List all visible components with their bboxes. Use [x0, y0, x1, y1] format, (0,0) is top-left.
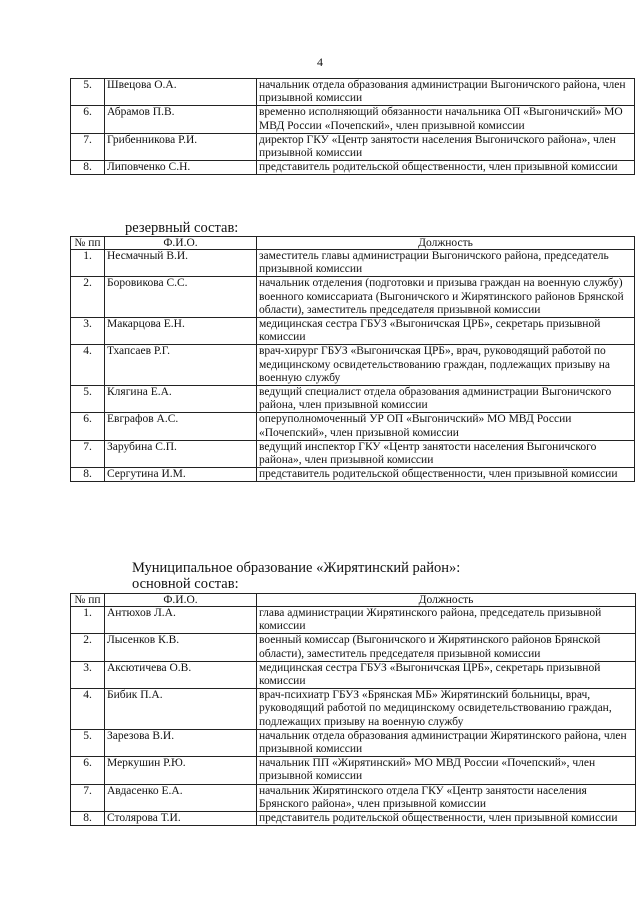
- member-position: ведущий специалист отдела образования администрации Выгоничского района, член призывной комиссии: [257, 386, 635, 413]
- table-row: [71, 757, 636, 784]
- member-position: представитель родительской общественности, член призывной комиссии: [257, 468, 635, 482]
- header-position: Должность: [257, 594, 636, 607]
- row-number: 7.: [71, 133, 105, 160]
- table-row: [71, 161, 635, 175]
- row-number: 1.: [71, 607, 105, 634]
- member-position: начальник Жирятинского отдела ГКУ «Центр занятости населения Брянского района», член призывной комиссии: [257, 784, 636, 811]
- table-row: [71, 318, 635, 345]
- table-row: [71, 784, 636, 811]
- table-row: [71, 689, 636, 730]
- member-position: представитель родительской общественности, член призывной комиссии: [257, 161, 635, 175]
- member-name: Меркушин Р.Ю.: [105, 757, 257, 784]
- table-row: [71, 729, 636, 756]
- member-name: Аксютичева О.В.: [105, 661, 257, 688]
- table-row: [71, 634, 636, 661]
- row-number: 5.: [71, 79, 105, 106]
- member-name: Абрамов П.В.: [105, 106, 257, 133]
- table-row: [71, 345, 635, 386]
- member-name: Несмачный В.И.: [105, 250, 257, 277]
- row-number: 3.: [71, 661, 105, 688]
- municipality-heading: Муниципальное образование «Жирятинский район»:: [132, 560, 461, 576]
- member-position: глава администрации Жирятинского района, председатель призывной комиссии: [257, 607, 636, 634]
- member-name: Лысенков К.В.: [105, 634, 257, 661]
- row-number: 8.: [71, 468, 105, 482]
- table-row: [71, 133, 635, 160]
- member-name: Авдасенко Е.А.: [105, 784, 257, 811]
- member-position: медицинская сестра ГБУЗ «Выгоничская ЦРБ», секретарь призывной комиссии: [257, 661, 636, 688]
- member-position: директор ГКУ «Центр занятости населения Выгоничского района», член призывной комиссии: [257, 133, 635, 160]
- header-position: Должность: [257, 237, 635, 250]
- table-row: [71, 250, 635, 277]
- table-row: [71, 106, 635, 133]
- member-position: военный комиссар (Выгоничского и Жирятинского районов Брянской области), заместитель председателя призывной комиссии: [257, 634, 636, 661]
- member-name: Бибик П.А.: [105, 689, 257, 730]
- reserve-section-label: резервный состав:: [125, 220, 239, 236]
- table-row: [71, 386, 635, 413]
- member-name: Зарезова В.И.: [105, 729, 257, 756]
- header-fio: Ф.И.О.: [105, 594, 257, 607]
- page-number: 4: [317, 55, 323, 69]
- member-position: ведущий инспектор ГКУ «Центр занятости населения Выгоничского района», член призывной комиссии: [257, 440, 635, 467]
- main-section-label: основной состав:: [132, 576, 239, 592]
- member-position: начальник отдела образования администрации Выгоничского района, член призывной комиссии: [257, 79, 635, 106]
- reserve-commission-table: [70, 236, 635, 482]
- row-number: 8.: [71, 161, 105, 175]
- member-position: начальник отделения (подготовки и призыва граждан на военную службу) военного комиссариата (Выгоничского и Жирятинского районов Брянской области), заместитель председателя призывной комиссии: [257, 277, 635, 318]
- table-header-row: [71, 237, 635, 250]
- row-number: 7.: [71, 440, 105, 467]
- table-row: [71, 607, 636, 634]
- table-row: [71, 277, 635, 318]
- header-num: № пп: [71, 594, 105, 607]
- row-number: 4.: [71, 689, 105, 730]
- table-row: [71, 440, 635, 467]
- member-position: заместитель главы администрации Выгоничского района, председатель призывной комиссии: [257, 250, 635, 277]
- row-number: 3.: [71, 318, 105, 345]
- member-name: Грибенникова Р.И.: [105, 133, 257, 160]
- row-number: 6.: [71, 413, 105, 440]
- row-number: 6.: [71, 757, 105, 784]
- row-number: 6.: [71, 106, 105, 133]
- member-position: врач-хирург ГБУЗ «Выгоничская ЦРБ», врач, руководящий работой по медицинскому освидетельствованию граждан, подлежащих призыву на военную службу: [257, 345, 635, 386]
- row-number: 2.: [71, 277, 105, 318]
- row-number: 1.: [71, 250, 105, 277]
- table-row: [71, 468, 635, 482]
- row-number: 4.: [71, 345, 105, 386]
- commission-table-continued: [70, 78, 635, 175]
- member-position: медицинская сестра ГБУЗ «Выгоничская ЦРБ», секретарь призывной комиссии: [257, 318, 635, 345]
- member-position: оперуполномоченный УР ОП «Выгоничский» МО МВД России «Почепский», член призывной комиссии: [257, 413, 635, 440]
- member-name: Столярова Т.И.: [105, 812, 257, 826]
- row-number: 7.: [71, 784, 105, 811]
- member-position: начальник ПП «Жирятинский» МО МВД России «Почепский», член призывной комиссии: [257, 757, 636, 784]
- member-name: Клягина Е.А.: [105, 386, 257, 413]
- table-header-row: [71, 594, 636, 607]
- table-row: [71, 812, 636, 826]
- table-row: [71, 413, 635, 440]
- member-position: начальник отдела образования администрации Жирятинского района, член призывной комиссии: [257, 729, 636, 756]
- member-name: Антюхов Л.А.: [105, 607, 257, 634]
- member-name: Швецова О.А.: [105, 79, 257, 106]
- member-name: Сергутина И.М.: [105, 468, 257, 482]
- member-position: временно исполняющий обязанности начальника ОП «Выгоничский» МО МВД России «Почепский», член призывной комиссии: [257, 106, 635, 133]
- member-name: Евграфов А.С.: [105, 413, 257, 440]
- member-name: Боровикова С.С.: [105, 277, 257, 318]
- member-position: врач-психиатр ГБУЗ «Брянская МБ» Жирятинский больницы, врач, руководящий работой по медицинскому освидетельствованию граждан, подлежащих призыву на военную службу: [257, 689, 636, 730]
- header-fio: Ф.И.О.: [105, 237, 257, 250]
- member-position: представитель родительской общественности, член призывной комиссии: [257, 812, 636, 826]
- header-num: № пп: [71, 237, 105, 250]
- row-number: 5.: [71, 729, 105, 756]
- row-number: 5.: [71, 386, 105, 413]
- zhiryatino-commission-table: [70, 593, 636, 826]
- member-name: Зарубина С.П.: [105, 440, 257, 467]
- table-row: [71, 661, 636, 688]
- member-name: Липовченко С.Н.: [105, 161, 257, 175]
- table-row: [71, 79, 635, 106]
- member-name: Макарцова Е.Н.: [105, 318, 257, 345]
- row-number: 8.: [71, 812, 105, 826]
- member-name: Тхапсаев Р.Г.: [105, 345, 257, 386]
- row-number: 2.: [71, 634, 105, 661]
